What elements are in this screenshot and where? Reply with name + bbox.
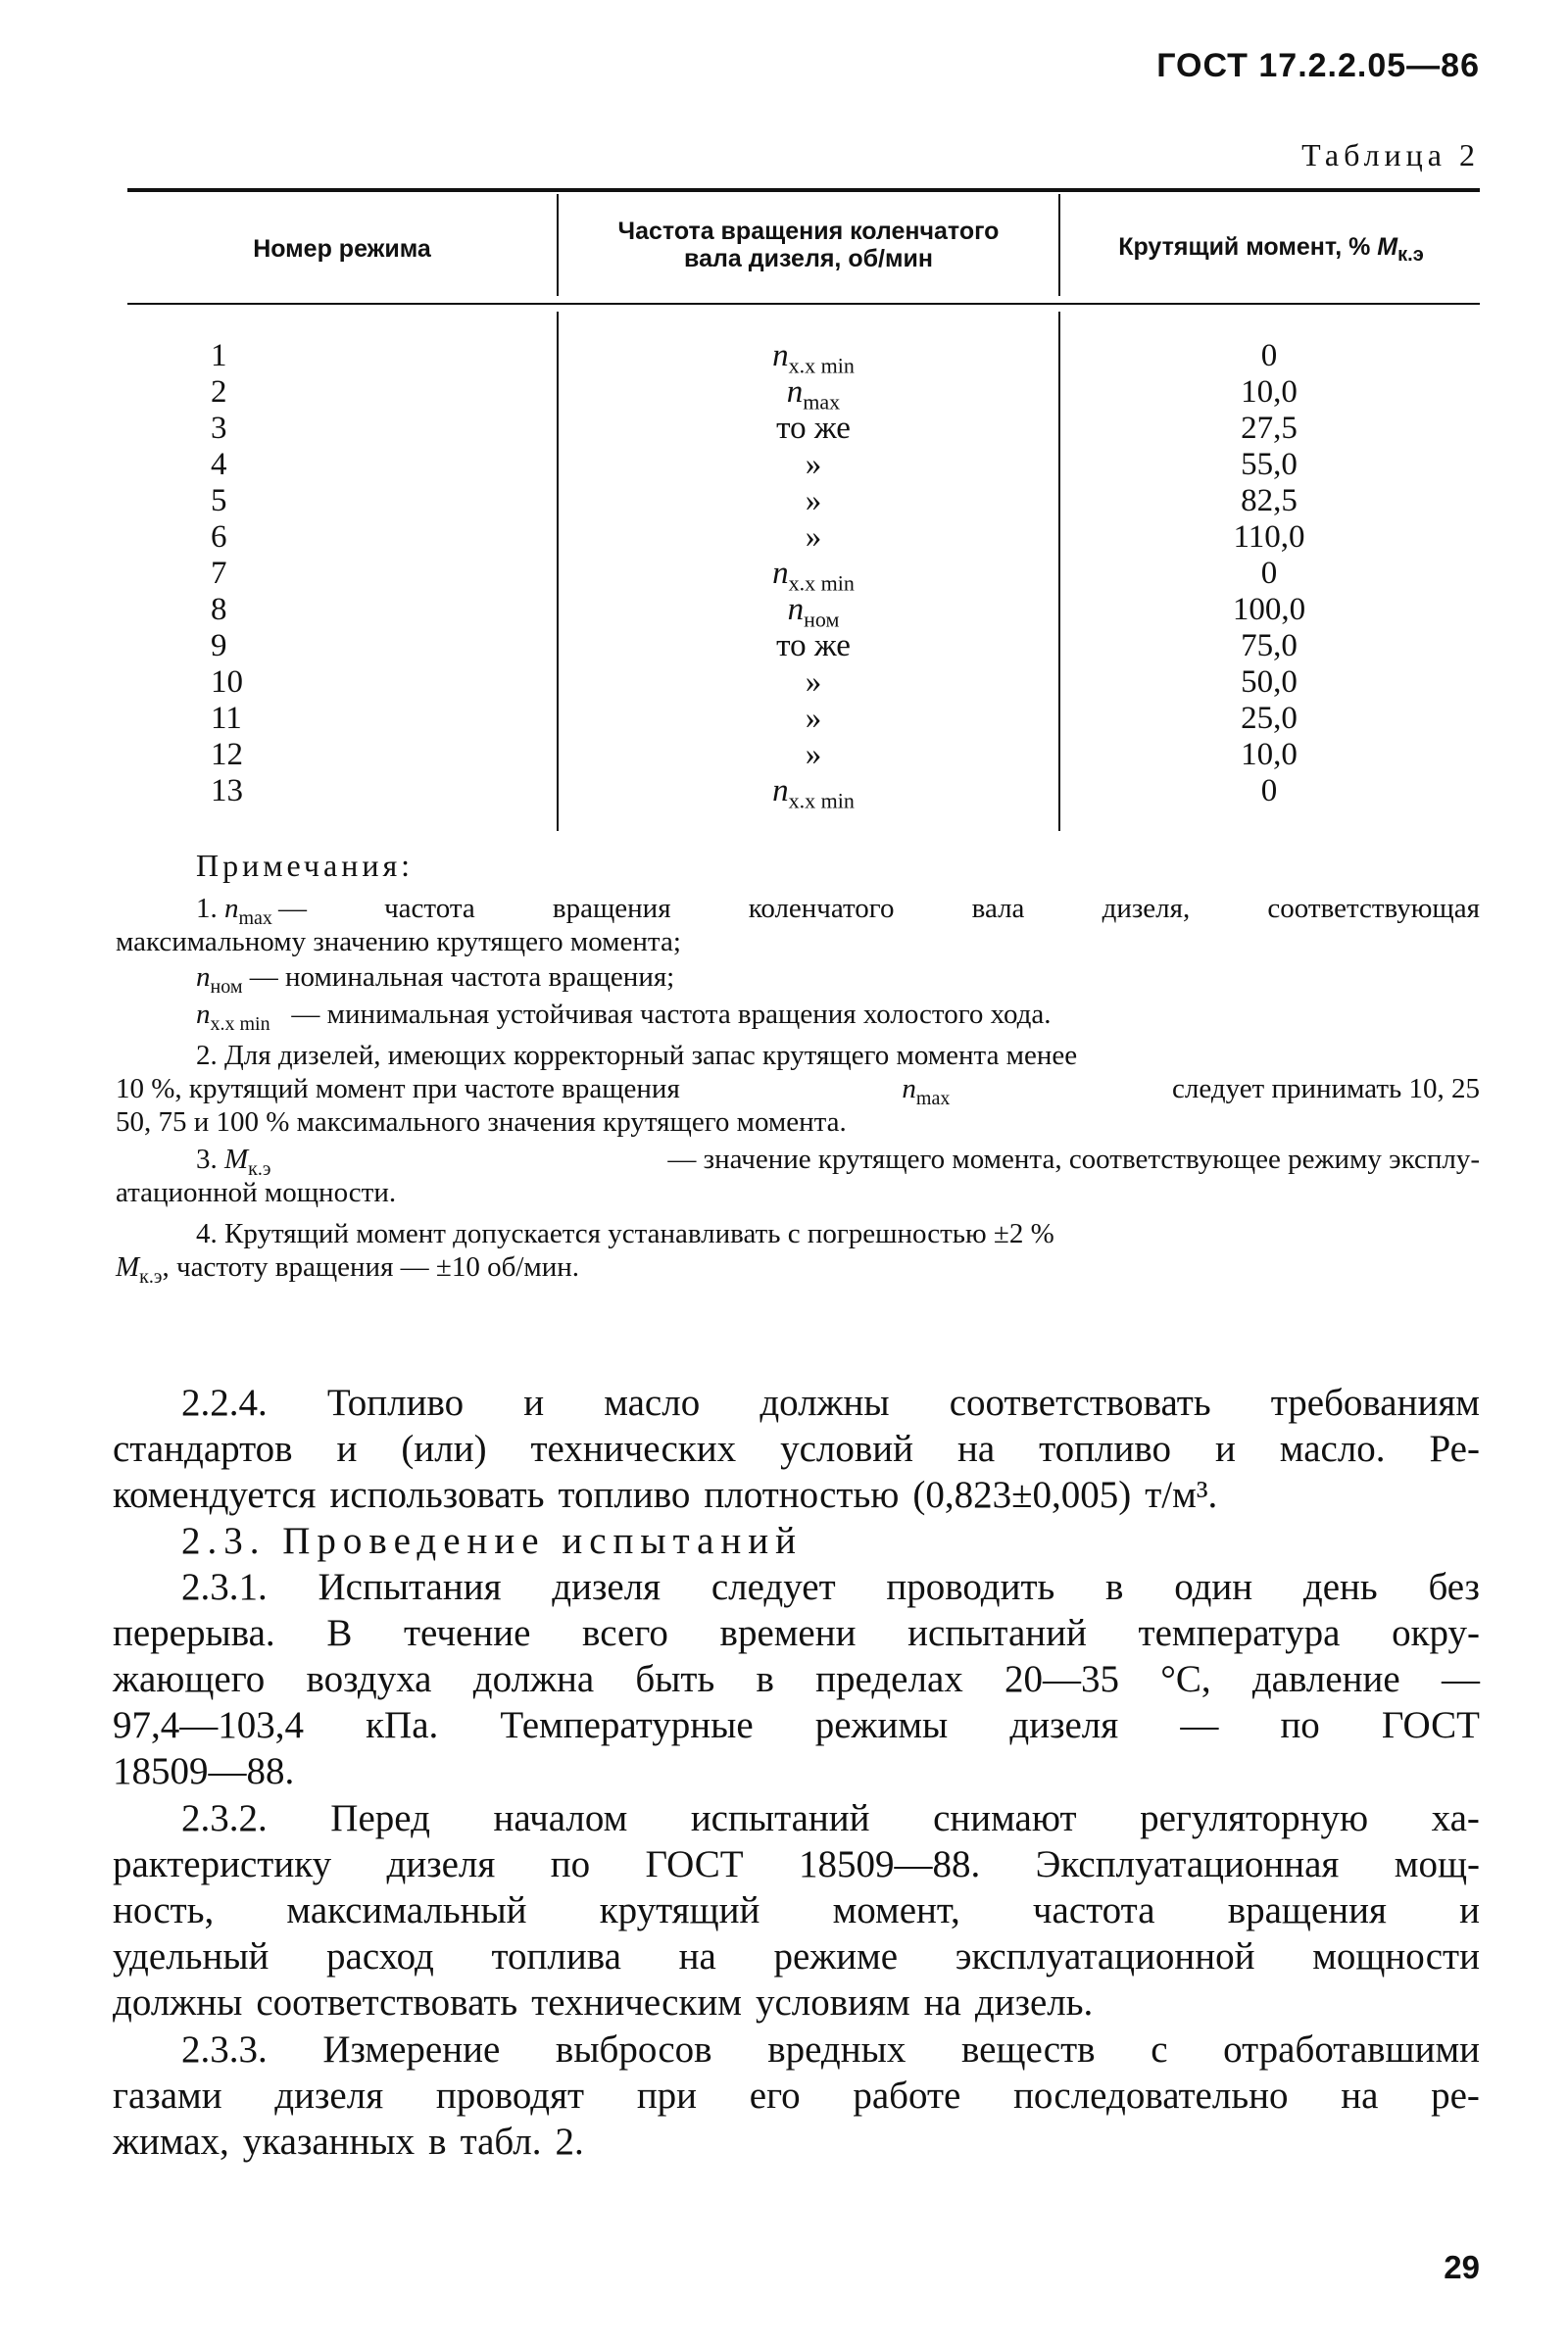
note-1-nom-text: — номинальная частота вращения; <box>249 961 675 993</box>
row-8-torque: 100,0 <box>1232 592 1306 627</box>
row-13-torque: 0 <box>1260 773 1278 808</box>
row-7-mode: 7 <box>211 556 227 591</box>
row-8-speed-subscript: ном <box>804 607 840 632</box>
page-number: 29 <box>1444 2249 1480 2285</box>
row-9-speed: то же <box>776 628 851 663</box>
row-5-speed: » <box>805 483 822 518</box>
table-body-divider-1 <box>557 312 559 831</box>
row-7-speed-symbol: $n_{x.x min}$ <box>772 556 855 596</box>
row-13-speed-symbol: $n_{x.x min}$ <box>772 773 855 813</box>
row-13-speed <box>568 773 1058 813</box>
p231-line-1: 2.3.1. Испытания дизеля следует проводить в один день без <box>181 1566 1480 1608</box>
note-3-symbol: M <box>224 1144 249 1175</box>
p231-line-3: жающего воздуха должна быть в пределах 20—35 °С, давление — <box>113 1658 1480 1700</box>
row-2-speed-subscript: max <box>803 389 841 415</box>
p224-line-3: комендуется использовать топливо плотностью (0,823±0,005) т/м³. <box>113 1474 1218 1516</box>
row-13-speed-subscript: x.x min <box>788 788 855 813</box>
column-torque <box>1058 338 1480 809</box>
row-4-mode: 4 <box>211 447 227 482</box>
paragraph-2-2-4 <box>113 1380 1480 1518</box>
row-10-speed: » <box>805 664 822 700</box>
row-3-mode: 3 <box>211 411 227 446</box>
note-2-symbol: n <box>902 1073 916 1104</box>
note-4-line-1: 4. Крутящий момент допускается устанавливать с погрешностью ±2 % <box>196 1218 1054 1249</box>
row-11-torque: 25,0 <box>1241 701 1298 736</box>
row-12-speed: » <box>805 737 822 772</box>
row-5-mode: 5 <box>211 483 227 518</box>
note-1-line-2: максимальному значению крутящего момента; <box>116 926 681 957</box>
row-2-speed-symbol: $n_{max}$ <box>786 374 841 415</box>
row-1-speed-symbol: $n_{x.x min}$ <box>772 338 855 378</box>
note-1-xx-subscript: x.x min <box>210 1012 270 1035</box>
note-3-label: 3. <box>196 1144 218 1175</box>
note-1-xx <box>196 998 1052 1041</box>
row-7-speed <box>568 556 1058 596</box>
table-top-rule <box>127 188 1480 192</box>
row-5-torque: 82,5 <box>1241 483 1298 518</box>
row-1-mode: 1 <box>211 338 227 373</box>
row-2-torque: 10,0 <box>1241 374 1298 410</box>
notes-title: Примечания: <box>196 848 415 883</box>
paragraph-2-3-1 <box>113 1564 1480 1794</box>
note-1-label: 1. <box>196 893 218 924</box>
row-1-speed <box>568 338 1058 378</box>
header-speed-line1: Частота вращения коленчатого <box>617 218 1000 245</box>
header-torque-symbol: M <box>1377 233 1398 261</box>
note-2-subscript: max <box>915 1087 951 1109</box>
row-12-mode: 12 <box>211 737 243 772</box>
note-1-text-a: — частота вращения коленчатого вала дизеля, соответствующая <box>277 893 1480 924</box>
p232-line-5: должны соответствовать техническим условиям на дизель. <box>113 1981 1094 2024</box>
row-12-torque: 10,0 <box>1241 737 1298 772</box>
row-8-speed-symbol: $n_{ном}$ <box>787 592 840 632</box>
note-1-xx-text: — минимальная устойчивая частота вращения холостого хода. <box>291 999 1052 1030</box>
header-torque-prefix: Крутящий момент, % <box>1118 233 1371 261</box>
section-title-text: 2.3. Проведение испытаний <box>181 1520 804 1562</box>
note-4-text: , частоту вращения — ±10 об/мин. <box>162 1251 580 1283</box>
column-speed <box>568 338 1058 813</box>
header-mode: Номер режима <box>253 235 431 263</box>
row-6-torque: 110,0 <box>1233 519 1305 555</box>
row-6-speed: » <box>805 519 822 555</box>
row-13-mode: 13 <box>211 773 243 808</box>
note-1-nom-symbol: n <box>196 961 211 993</box>
note-4-subscript: к.э <box>139 1265 163 1288</box>
note-2-text-b: следует принимать 10, 25 <box>1171 1073 1480 1104</box>
note-2-line-3: 50, 75 и 100 % максимального значения крутящего момента. <box>116 1106 847 1138</box>
p232-line-3: ность, максимальный крутящий момент, частота вращения и <box>113 1889 1480 1931</box>
note-1-symbol: n <box>224 893 239 924</box>
note-2-line-1: 2. Для дизелей, имеющих корректорный запас крутящего момента менее <box>196 1040 1078 1071</box>
note-3-text-a: — значение крутящего момента, соответствующее режиму эксплу- <box>667 1144 1480 1175</box>
table-header-rule <box>127 303 1480 305</box>
row-10-torque: 50,0 <box>1241 664 1298 700</box>
row-2-mode: 2 <box>211 374 227 410</box>
p233-line-3: жимах, указанных в табл. 2. <box>113 2121 584 2163</box>
row-8-speed <box>568 592 1058 632</box>
paragraph-2-3-2 <box>113 1795 1480 2026</box>
p231-line-4: 97,4—103,4 кПа. Температурные режимы дизеля — по ГОСТ <box>113 1704 1480 1746</box>
note-1-nom-subscript: ном <box>210 975 243 998</box>
note-4-symbol: M <box>116 1251 140 1283</box>
row-4-speed: » <box>805 447 822 482</box>
table-label: Таблица 2 <box>1301 137 1480 172</box>
row-4-torque: 55,0 <box>1241 447 1298 482</box>
paragraph-2-3-3 <box>113 2027 1480 2165</box>
note-3-line-2: атационной мощности. <box>116 1177 397 1208</box>
header-speed-line2: вала дизеля, об/мин <box>684 245 933 272</box>
p231-line-2: перерыва. В течение всего времени испытаний температура окру- <box>113 1612 1480 1654</box>
p232-line-1: 2.3.2. Перед началом испытаний снимают регуляторную ха- <box>181 1797 1480 1839</box>
p232-line-4: удельный расход топлива на режиме эксплуатационной мощности <box>113 1935 1480 1978</box>
row-9-torque: 75,0 <box>1241 628 1298 663</box>
p233-line-2: газами дизеля проводят при его работе последовательно на ре- <box>113 2075 1480 2117</box>
note-2-text-a: 10 %, крутящий момент при частоте вращения <box>116 1073 680 1104</box>
header-torque <box>1060 233 1482 269</box>
p233-line-1: 2.3.3. Измерение выбросов вредных веществ с отработавшими <box>181 2028 1480 2071</box>
p224-line-2: стандартов и (или) технических условий на топливо и масло. Ре- <box>113 1428 1480 1470</box>
row-2-speed <box>568 374 1058 415</box>
document-code: ГОСТ 17.2.2.05—86 <box>1156 47 1480 84</box>
column-mode <box>211 338 270 809</box>
header-speed <box>559 218 1058 272</box>
row-9-mode: 9 <box>211 628 227 663</box>
note-1-subscript: max <box>238 906 272 929</box>
row-6-mode: 6 <box>211 519 227 555</box>
p224-line-1: 2.2.4. Топливо и масло должны соответствовать требованиям <box>181 1382 1480 1424</box>
row-11-mode: 11 <box>211 701 242 736</box>
row-10-mode: 10 <box>211 664 243 700</box>
note-3-subscript: к.э <box>248 1157 271 1180</box>
note-4-line-2 <box>116 1250 579 1294</box>
row-1-torque: 0 <box>1260 338 1278 373</box>
row-7-speed-subscript: x.x min <box>788 570 855 596</box>
p231-line-5: 18509—88. <box>113 1750 295 1792</box>
row-3-speed: то же <box>776 411 851 446</box>
header-torque-subscript: к.э <box>1397 244 1424 266</box>
p232-line-2: рактеристику дизеля по ГОСТ 18509—88. Эксплуатационная мощ- <box>113 1843 1480 1885</box>
row-7-torque: 0 <box>1260 556 1278 591</box>
note-2-symbol-group <box>902 1072 950 1115</box>
row-11-speed: » <box>805 701 822 736</box>
row-1-speed-subscript: x.x min <box>788 353 855 378</box>
note-1-xx-symbol: n <box>196 999 211 1030</box>
row-3-torque: 27,5 <box>1241 411 1298 446</box>
section-title-2-3 <box>181 1518 1548 1564</box>
row-8-mode: 8 <box>211 592 227 627</box>
